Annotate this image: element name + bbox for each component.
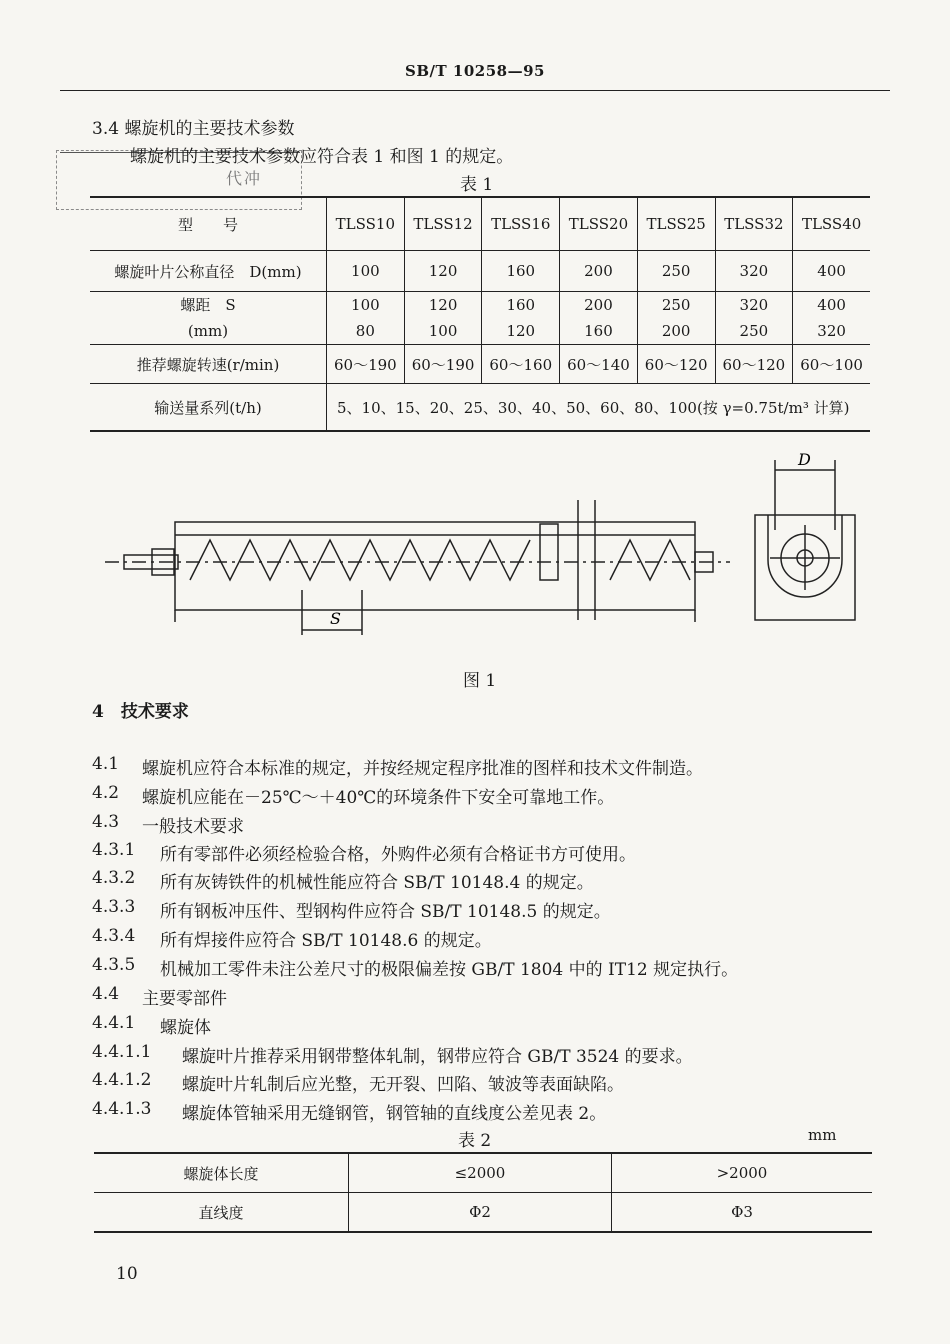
pitch-cell <box>482 292 560 345</box>
table2-cell: >2000 <box>611 1153 872 1193</box>
table-row <box>94 1153 872 1193</box>
pitch-label-line2: (mm) <box>187 322 229 340</box>
item-text: 螺旋叶片轧制后应光整，无开裂、凹陷、皱波等表面缺陷。 <box>182 1075 624 1095</box>
model-cell: TLSS40 <box>793 197 870 251</box>
table2-cell: ≤2000 <box>349 1153 612 1193</box>
table-row <box>90 292 870 345</box>
pitch-lower: 200 <box>661 322 691 340</box>
item-num: 4.3.3 <box>92 897 136 917</box>
model-cell: TLSS25 <box>637 197 715 251</box>
speed-cell: 60～140 <box>560 345 638 384</box>
table-row <box>94 1193 872 1233</box>
table2-cell: 直线度 <box>94 1193 349 1233</box>
pitch-cell <box>637 292 715 345</box>
speed-cell: 60～100 <box>793 345 870 384</box>
pitch-cell <box>404 292 482 345</box>
item-text: 螺旋机应符合本标准的规定，并按经规定程序批准的图样和技术文件制造。 <box>142 759 703 779</box>
model-header: 型 号 <box>90 197 327 251</box>
pitch-lower: 320 <box>817 322 846 340</box>
table2 <box>94 1152 872 1233</box>
table-row <box>90 197 870 251</box>
diameter-label: 螺旋叶片公称直径 D(mm) <box>90 251 327 292</box>
speed-cell: 60～190 <box>404 345 482 384</box>
item-num: 4.4.1.3 <box>92 1099 152 1119</box>
pitch-upper: 120 <box>428 296 458 314</box>
item-num: 4.3 <box>92 812 120 832</box>
pitch-lower: 160 <box>584 322 613 340</box>
capacity-value: 5、10、15、20、25、30、40、50、60、80、100(按 γ=0.75t/m³ 计算) <box>327 384 871 432</box>
figure1-caption: 图 1 <box>463 671 497 691</box>
item-text: 所有钢板冲压件、型钢构件应符合 SB/T 10148.5 的规定。 <box>160 902 611 922</box>
section-3-4-title: 3.4 螺旋机的主要技术参数 <box>92 119 295 139</box>
item-text: 所有灰铸铁件的机械性能应符合 SB/T 10148.4 的规定。 <box>160 873 594 893</box>
item-text: 机械加工零件未注公差尺寸的极限偏差按 GB/T 1804 中的 IT12 规定执行。 <box>160 960 739 980</box>
table2-cell: 螺旋体长度 <box>94 1153 349 1193</box>
item-num: 4.4.1.1 <box>92 1042 152 1062</box>
model-cell: TLSS12 <box>404 197 482 251</box>
figure1-drawing <box>90 440 880 650</box>
pitch-upper: 160 <box>506 296 536 314</box>
table-row <box>90 384 870 432</box>
table1-caption: 表 1 <box>460 175 494 195</box>
item-text: 所有零部件必须经检验合格，外购件必须有合格证书方可使用。 <box>160 845 636 865</box>
pitch-lower: 250 <box>739 322 769 340</box>
pitch-label <box>90 292 327 345</box>
diameter-cell: 200 <box>560 251 638 292</box>
item-num: 4.3.1 <box>92 840 136 860</box>
table1 <box>90 196 870 432</box>
diameter-cell: 120 <box>404 251 482 292</box>
item-text: 主要零部件 <box>142 989 227 1009</box>
table2-caption: 表 2 <box>458 1131 492 1151</box>
item-num: 4.3.4 <box>92 926 136 946</box>
model-cell: TLSS16 <box>482 197 560 251</box>
label-D: D <box>798 450 811 469</box>
pitch-upper: 320 <box>739 296 769 314</box>
speed-label: 推荐螺旋转速(r/min) <box>90 345 327 384</box>
item-num: 4.4.1.2 <box>92 1070 152 1090</box>
label-S: S <box>330 609 341 628</box>
header-rule <box>60 90 890 91</box>
section-4-title: 4 技术要求 <box>92 702 189 722</box>
model-cell: TLSS32 <box>715 197 793 251</box>
table2-cell: Φ3 <box>611 1193 872 1233</box>
diameter-cell: 100 <box>327 251 405 292</box>
pitch-cell <box>327 292 405 345</box>
hanger-bearing <box>540 524 558 580</box>
item-num: 4.3.2 <box>92 868 136 888</box>
item-num: 4.3.5 <box>92 955 136 975</box>
item-text: 所有焊接件应符合 SB/T 10148.6 的规定。 <box>160 931 492 951</box>
diameter-cell: 400 <box>793 251 870 292</box>
item-text: 螺旋体 <box>160 1018 211 1038</box>
table2-cell: Φ2 <box>349 1193 612 1233</box>
item-text: 一般技术要求 <box>142 817 244 837</box>
speed-cell: 60～160 <box>482 345 560 384</box>
speed-cell: 60～190 <box>327 345 405 384</box>
model-cell: TLSS20 <box>560 197 638 251</box>
screw-flight <box>190 540 530 580</box>
item-text: 螺旋体管轴采用无缝钢管，钢管轴的直线度公差见表 2。 <box>182 1104 607 1124</box>
document-header: SB/T 10258—95 <box>405 62 545 80</box>
item-num: 4.4 <box>92 984 120 1004</box>
item-text: 螺旋叶片推荐采用钢带整体轧制，钢带应符合 GB/T 3524 的要求。 <box>182 1047 693 1067</box>
pitch-lower: 80 <box>355 322 375 340</box>
item-num: 4.2 <box>92 783 120 803</box>
item-num: 4.4.1 <box>92 1013 136 1033</box>
pitch-lower: 120 <box>506 322 536 340</box>
speed-cell: 60～120 <box>715 345 793 384</box>
pitch-cell <box>715 292 793 345</box>
diameter-cell: 320 <box>715 251 793 292</box>
speed-cell: 60～120 <box>637 345 715 384</box>
pitch-label-line1: 螺距 S <box>180 296 236 314</box>
pitch-upper: 100 <box>351 296 380 314</box>
pitch-upper: 200 <box>584 296 613 314</box>
item-num: 4.1 <box>92 754 120 774</box>
stamp-text: 代冲 <box>226 169 263 188</box>
pitch-upper: 250 <box>661 296 691 314</box>
item-text: 螺旋机应能在－25℃～＋40℃的环境条件下安全可靠地工作。 <box>142 788 615 808</box>
pitch-cell <box>560 292 638 345</box>
diameter-cell: 160 <box>482 251 560 292</box>
model-cell: TLSS10 <box>327 197 405 251</box>
pitch-upper: 400 <box>817 296 846 314</box>
diameter-cell: 250 <box>637 251 715 292</box>
section-3-4-text: 螺旋机的主要技术参数应符合表 1 和图 1 的规定。 <box>130 147 514 167</box>
pitch-lower: 100 <box>428 322 458 340</box>
table-row <box>90 345 870 384</box>
pitch-cell <box>793 292 870 345</box>
table2-unit: mm <box>808 1126 837 1144</box>
page-number: 10 <box>116 1264 138 1284</box>
table-row <box>90 251 870 292</box>
capacity-label: 输送量系列(t/h) <box>90 384 327 432</box>
